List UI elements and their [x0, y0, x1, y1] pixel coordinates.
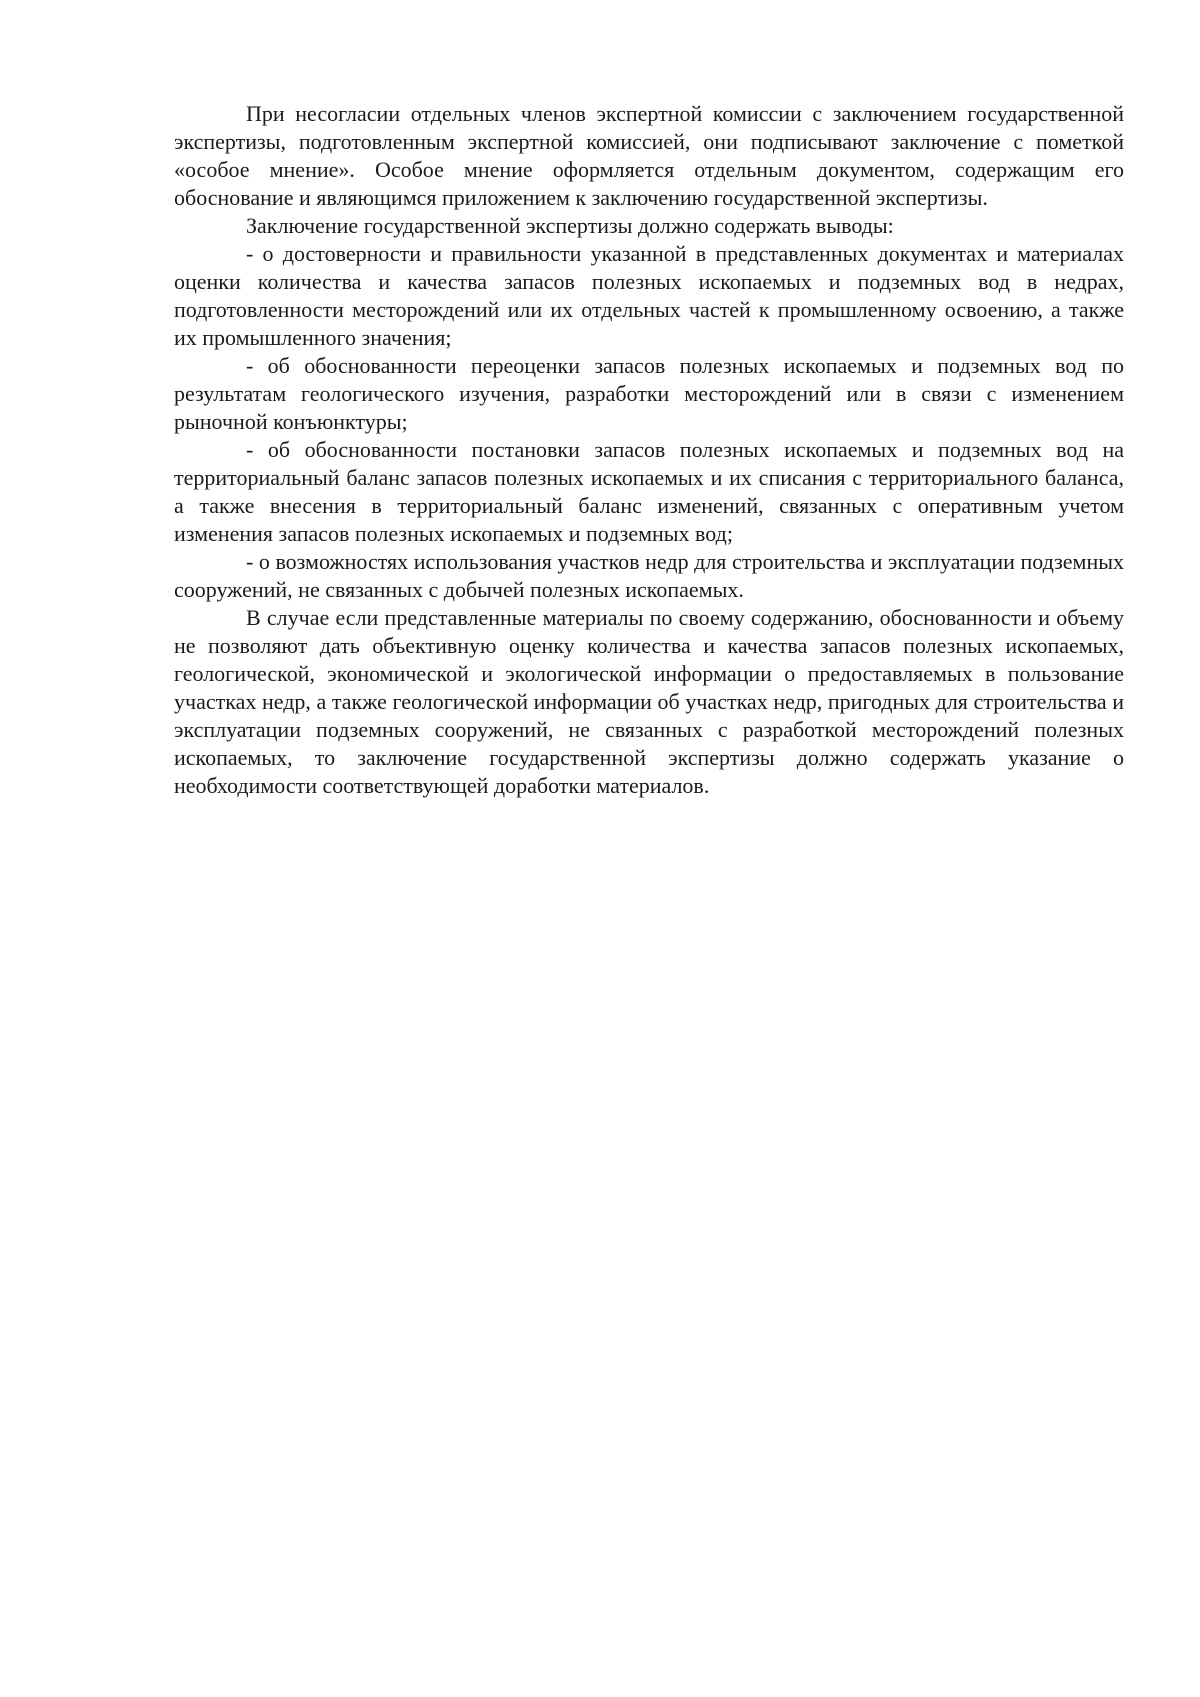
paragraph-revision: В случае если представленные материалы по своему содержанию, обоснованности и объему не позволяют дать объективную оценку количества и качества запасов полезных ископаемых, геологической, экономической и экологической информации о предоставляемых в пользование участках недр, а также геологической информации об участках недр, пригодных для строительства и эксплуатации подземных сооружений, не связанных с разработкой месторождений полезных ископаемых, то заключение государственной экспертизы должно содержать указание о необходимости соответствующей доработки материалов.: [174, 605, 1124, 798]
list-item-underground-use: - о возможностях использования участков недр для строительства и эксплуатации подземных сооружений, не связанных с добычей полезных ископаемых.: [174, 549, 1124, 602]
paragraph-dissent: При несогласии отдельных членов экспертной комиссии с заключением государственной экспертизы, подготовленным экспертной комиссией, они подписывают заключение с пометкой «особое мнение». Особое мнение оформляется отдельным документом, содержащим его обоснование и являющимся приложением к заключению государственной экспертизы.: [174, 101, 1124, 210]
paragraph-conclusion-intro: Заключение государственной экспертизы должно содержать выводы:: [246, 213, 894, 238]
list-item-revaluation: - об обоснованности переоценки запасов полезных ископаемых и подземных вод по результатам геологического изучения, разработки месторождений или в связи с изменением рыночной конъюнктуры;: [174, 353, 1124, 434]
document-body: [174, 100, 1124, 800]
list-item-reliability: - о достоверности и правильности указанной в представленных документах и материалах оценки количества и качества запасов полезных ископаемых и подземных вод в недрах, подготовленности месторождений или их отдельных частей к промышленному освоению, а также их промышленного значения;: [174, 241, 1124, 350]
list-item-balance: - об обоснованности постановки запасов полезных ископаемых и подземных вод на территориальный баланс запасов полезных ископаемых и их списания с территориального баланса, а также внесения в территориальный баланс изменений, связанных с оперативным учетом изменения запасов полезных ископаемых и подземных вод;: [174, 437, 1124, 546]
